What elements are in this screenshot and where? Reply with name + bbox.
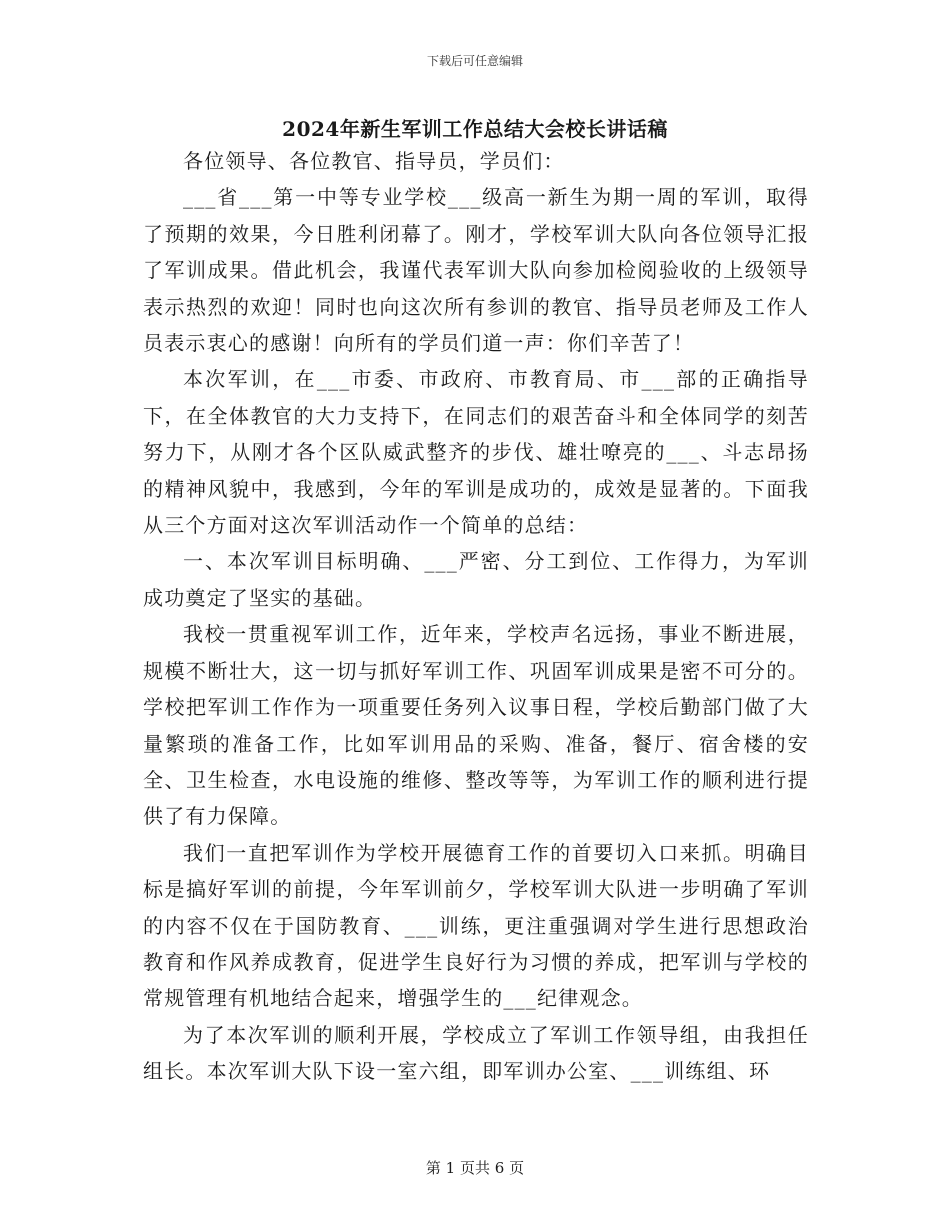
paragraph: 为了本次军训的顺利开展，学校成立了军训工作领导组，由我担任组长。本次军训大队下设一室六组，即军训办公室、___训练组、环 bbox=[143, 1022, 809, 1084]
paragraph: 我校一贯重视军训工作，近年来，学校声名远扬，事业不断进展，规模不断壮大，这一切与抓好军训工作、巩固军训成果是密不可分的。学校把军训工作作为一项重要任务列入议事日程，学校后勤部门做了大量繁琐的准备工作，比如军训用品的采购、准备，餐厅、宿舍楼的安全、卫生检查，水电设施的维修、整改等等，为军训工作的顺利进行提供了有力保障。 bbox=[143, 622, 809, 829]
document-body bbox=[143, 143, 809, 1090]
paragraph-section-heading: 一、本次军训目标明确、___严密、分工到位、工作得力，为军训成功奠定了坚实的基础。 bbox=[143, 549, 809, 610]
paragraph-salutation: 各位领导、各位教官、指导员，学员们： bbox=[183, 149, 565, 173]
page-number: 第 1 页共 6 页 bbox=[425, 1159, 525, 1177]
page-header-note: 下载后可任意编辑 bbox=[426, 54, 523, 68]
paragraph: ___省___第一中等专业学校___级高一新生为期一周的军训，取得了预期的效果，今日胜利闭幕了。刚才，学校军训大队向各位领导汇报了军训成果。借此机会，我谨代表军训大队向参加检阅验收的上级领导表示热烈的欢迎！同时也向这次所有参训的教官、指导员老师及工作人员表示衷心的感谢！向所有的学员们道一声：你们辛苦了！ bbox=[143, 185, 809, 356]
document-title: 2024年新生军训工作总结大会校长讲话稿 bbox=[282, 117, 668, 141]
paragraph: 我们一直把军训作为学校开展德育工作的首要切入口来抓。明确目标是搞好军训的前提，今年军训前夕，学校军训大队进一步明确了军训的内容不仅在于国防教育、___训练，更注重强调对学生进行思想政治教育和作风养成教育，促进学生良好行为习惯的养成，把军训与学校的常规管理有机地结合起来，增强学生的___纪律观念。 bbox=[143, 840, 809, 1011]
paragraph: 本次军训，在___市委、市政府、市教育局、市___部的正确指导下，在全体教官的大力支持下，在同志们的艰苦奋斗和全体同学的刻苦努力下，从刚才各个区队威武整齐的步伐、雄壮嘹亮的___、斗志昂扬的精神风貌中，我感到，今年的军训是成功的，成效是显著的。下面我从三个方面对这次军训活动作一个简单的总结： bbox=[143, 367, 809, 538]
